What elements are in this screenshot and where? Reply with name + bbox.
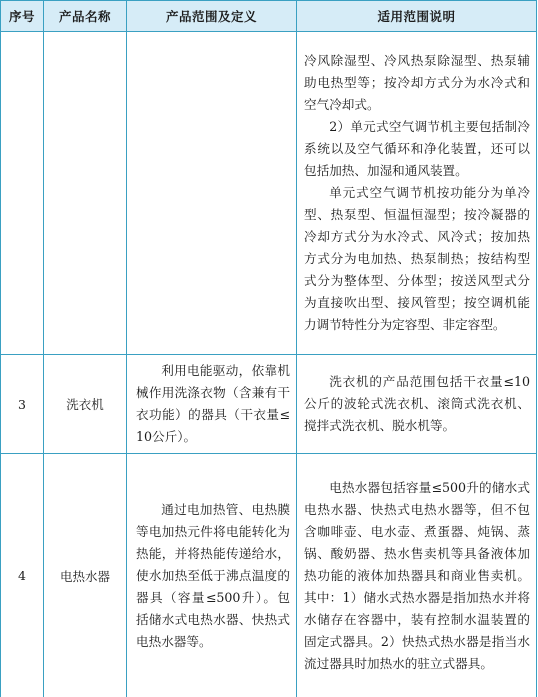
row-serial-number: 4	[1, 454, 44, 697]
header-product-definition: 产品范围及定义	[127, 1, 297, 32]
scope-paragraph: 冷风除湿型、冷风热泵除湿型、热泵辅助电热型等；按冷却方式分为水冷式和空气冷却式。	[304, 53, 530, 112]
row-product-definition	[127, 454, 297, 697]
definition-text: 通过电加热管、电热膜等电加热元件将电能转化为热能，并将热能传递给水，使水加热至低于沸点温度的器具（容量≤500升）。包括储水式电热水器、快热式电热水器等。	[136, 501, 290, 649]
table-header	[1, 1, 537, 32]
row-product-name	[44, 32, 127, 355]
table-row	[1, 454, 537, 697]
header-scope-description: 适用范围说明	[297, 1, 537, 32]
table-row	[1, 355, 537, 454]
table-row	[1, 32, 537, 355]
row-serial-number	[1, 32, 44, 355]
scope-paragraph: 电热水器包括容量≤500升的储水式电热水器、快热式电热水器等，但不包含咖啡壶、电水壶、煮蛋器、炖锅、蒸锅、酸奶器、热水售卖机等具备液体加热功能的液体加热器具和商业售卖机。其中：1）储水式热水器是指加热水并将水储存在容器中，装有控制水温装置的固定式器具。2）快热式热水器是指当水流过器具时加热水的驻立式器具。	[304, 479, 530, 671]
scope-paragraph: 2）单元式空气调节机主要包括制冷系统以及空气循环和净化装置，还可以包括加热、加湿和通风装置。	[304, 119, 530, 178]
header-row	[1, 1, 537, 32]
scope-paragraph: 单元式空气调节机按功能分为单冷型、热泵型、恒温恒湿型；按冷凝器的冷却方式分为水冷式、风冷式；按加热方式分为电加热、热泵制热；按结构型式分为整体型、分体型；按送风型式分为直接吹出型、接风管型；按空调机能力调节特性分为定容型、非定容型。	[304, 185, 530, 332]
scope-paragraph: 洗衣机的产品范围包括干衣量≤10公斤的波轮式洗衣机、滚筒式洗衣机、搅拌式洗衣机、脱水机等。	[304, 374, 530, 433]
row-scope-description	[297, 355, 537, 454]
row-product-definition	[127, 355, 297, 454]
row-scope-description	[297, 454, 537, 697]
header-product-name: 产品名称	[44, 1, 127, 32]
row-product-name: 洗衣机	[44, 355, 127, 454]
header-serial-number: 序号	[1, 1, 44, 32]
row-product-definition	[127, 32, 297, 355]
row-serial-number: 3	[1, 355, 44, 454]
row-product-name: 电热水器	[44, 454, 127, 697]
row-scope-description	[297, 32, 537, 355]
definition-text: 利用电能驱动，依靠机械作用洗涤衣物（含兼有干衣功能）的器具（干衣量≤10公斤）。	[136, 363, 290, 444]
